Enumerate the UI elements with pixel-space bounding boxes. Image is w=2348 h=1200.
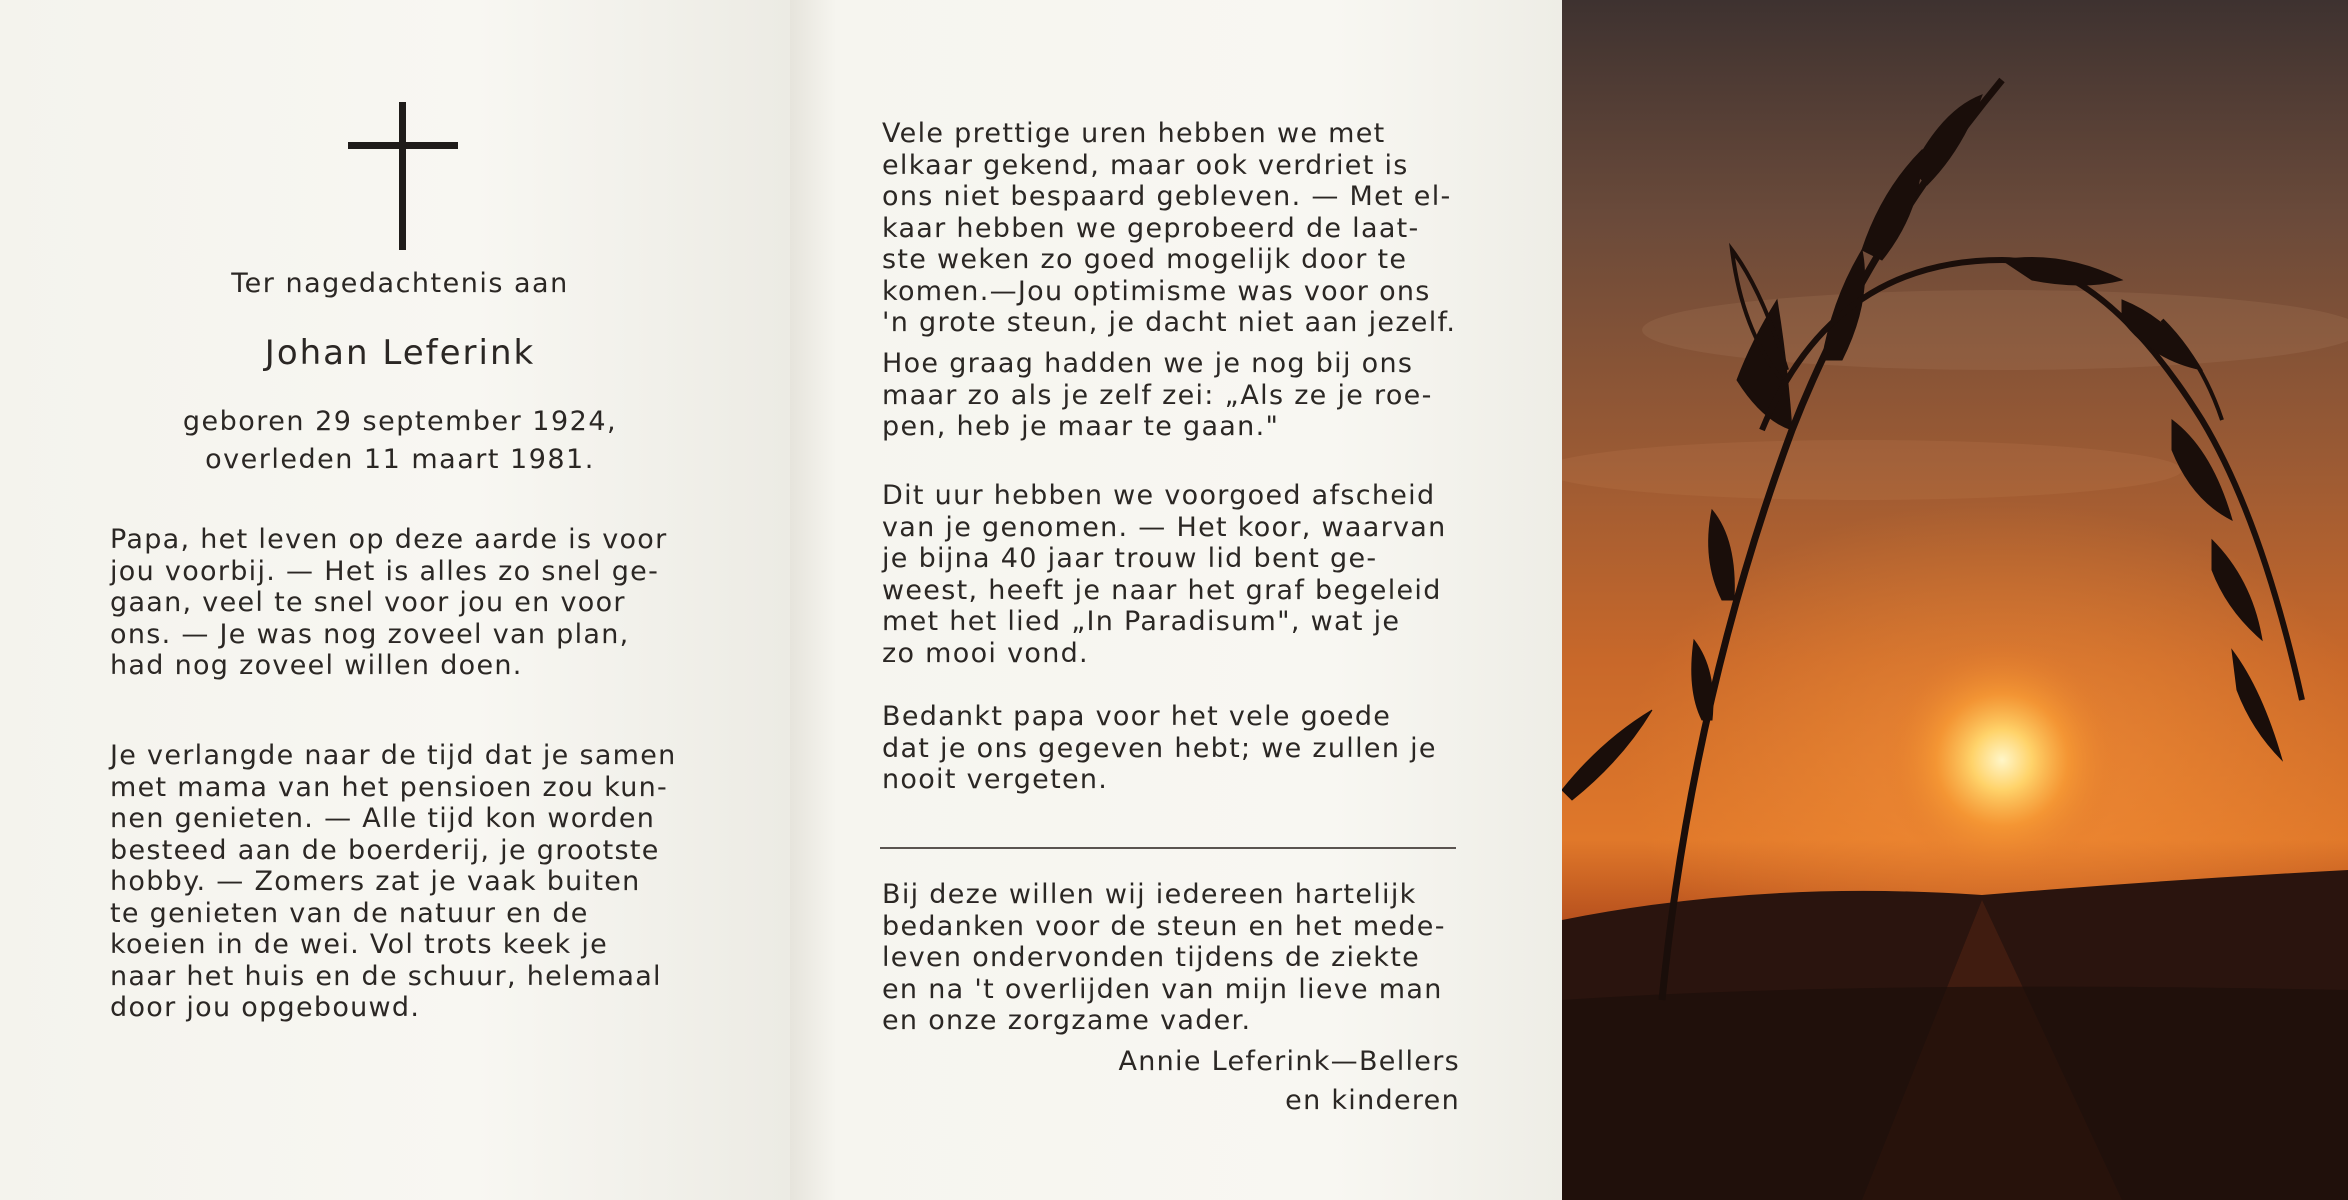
- text-line: met mama van het pensioen zou kun-: [110, 771, 669, 803]
- text-line: je bijna 40 jaar trouw lid bent ge-: [882, 543, 1378, 574]
- text-line: had nog zoveel willen doen.: [110, 650, 523, 681]
- text-line: Hoe graag hadden we je nog bij ons: [882, 348, 1414, 379]
- text-line: Bij deze willen wij iedereen hartelijk: [882, 879, 1417, 910]
- text-line: komen.—Jou optimisme was voor ons: [882, 275, 1431, 307]
- memorial-heading: Ter nagedachtenis aan: [231, 268, 569, 299]
- sunset-photo-image: [1562, 0, 2348, 1200]
- signature-children: en kinderen: [1285, 1085, 1460, 1116]
- death-date: overleden 11 maart 1981.: [205, 444, 595, 475]
- text-line: leven ondervonden tijdens de ziekte: [882, 942, 1420, 973]
- text-line: Dit uur hebben we voorgoed afscheid: [882, 480, 1436, 511]
- text-line: van je genomen. — Het koor, waarvan: [882, 511, 1447, 543]
- cross-icon: [348, 102, 458, 250]
- divider-line: [880, 847, 1456, 849]
- text-line: koeien in de wei. Vol trots keek je: [110, 929, 609, 960]
- left-card-panel: [0, 0, 790, 1200]
- text-line: met het lied „In Paradisum", wat je: [882, 606, 1401, 637]
- text-line: Papa, het leven op deze aarde is voor: [110, 524, 668, 555]
- text-line: hobby. — Zomers zat je vaak buiten: [110, 866, 641, 897]
- text-line: jou voorbij. — Het is alles zo snel ge-: [110, 555, 660, 587]
- text-line: ste weken zo goed mogelijk door te: [882, 244, 1408, 275]
- birth-date: geboren 29 september 1924,: [182, 406, 618, 437]
- text-paragraph: [882, 348, 1433, 443]
- text-line: door jou opgebouwd.: [110, 992, 421, 1023]
- text-line: Vele prettige uren hebben we met: [882, 118, 1386, 149]
- text-paragraph: [882, 701, 1437, 796]
- text-line: pen, heb je maar te gaan.": [882, 411, 1280, 442]
- text-paragraph: [882, 118, 1456, 339]
- text-line: 'n grote steun, je dacht niet aan jezelf.: [882, 307, 1457, 338]
- sunset-photo: [1562, 0, 2348, 1200]
- text-line: nen genieten. — Alle tijd kon worden: [110, 803, 656, 834]
- text-line: maar zo als je zelf zei: „Als ze je roe-: [882, 379, 1433, 411]
- text-line: Bedankt papa voor het vele goede: [882, 701, 1392, 732]
- text-line: nooit vergeten.: [882, 764, 1109, 795]
- text-line: Je verlangde naar de tijd dat je samen: [110, 740, 677, 771]
- text-line: te genieten van de natuur en de: [110, 897, 589, 929]
- text-line: weest, heeft je naar het graf begeleid: [882, 574, 1442, 606]
- text-paragraph: [110, 524, 668, 682]
- text-line: dat je ons gegeven hebt; we zullen je: [882, 732, 1437, 764]
- text-line: kaar hebben we geprobeerd de laat-: [882, 212, 1420, 244]
- text-line: bedanken voor de steun en het mede-: [882, 910, 1446, 942]
- text-line: en na 't overlijden van mijn lieve man: [882, 973, 1443, 1005]
- deceased-name: Johan Leferink: [264, 333, 536, 373]
- text-line: en onze zorgzame vader.: [882, 1005, 1252, 1036]
- text-line: gaan, veel te snel voor jou en voor: [110, 587, 626, 618]
- thanks-paragraph: [882, 879, 1446, 1037]
- signature-name: Annie Leferink—Bellers: [1118, 1046, 1460, 1077]
- text-line: besteed aan de boerderij, je grootste: [110, 834, 660, 866]
- text-line: ons. — Je was nog zoveel van plan,: [110, 618, 630, 650]
- text-paragraph: [110, 740, 677, 1024]
- text-line: elkaar gekend, maar ook verdriet is: [882, 149, 1409, 181]
- text-paragraph: [882, 480, 1447, 669]
- text-line: zo mooi vond.: [882, 637, 1089, 669]
- text-line: ons niet bespaard gebleven. — Met el-: [882, 181, 1452, 212]
- text-line: naar het huis en de schuur, helemaal: [110, 960, 662, 992]
